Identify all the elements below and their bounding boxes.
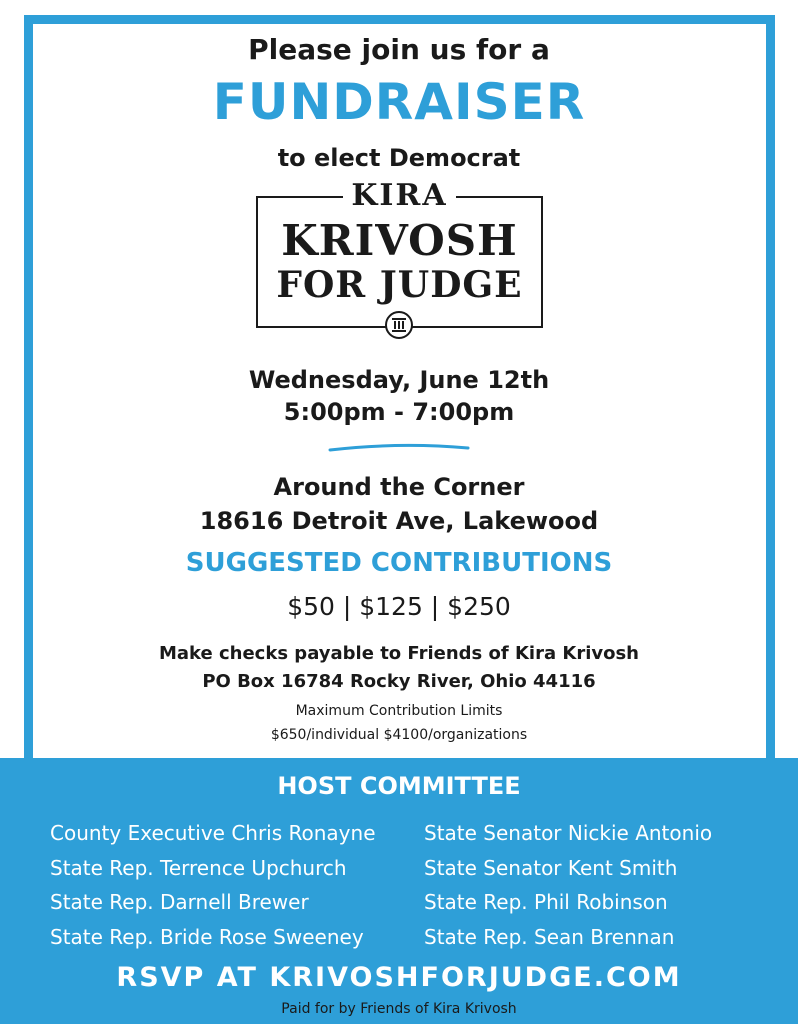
- paid-for-disclaimer: Paid for by Friends of Kira Krivosh: [281, 1001, 517, 1017]
- logo-first-name: KIRA: [343, 178, 455, 213]
- host-list-left: [50, 816, 376, 954]
- event-address: 18616 Detroit Ave, Lakewood: [199, 507, 599, 535]
- po-box-line: PO Box 16784 Rocky River, Ohio 44116: [202, 671, 596, 692]
- contribution-amounts: $50 | $125 | $250: [287, 592, 511, 621]
- host-member: State Rep. Darnell Brewer: [50, 890, 309, 914]
- logo-office: FOR JUDGE: [276, 264, 523, 306]
- limits-values: $650/individual $4100/organizations: [270, 727, 528, 743]
- logo-last-name: KRIVOSH: [281, 216, 518, 265]
- host-member: State Senator Nickie Antonio: [424, 821, 713, 845]
- host-member: State Rep. Sean Brennan: [424, 924, 675, 949]
- swoosh-divider: [328, 440, 470, 454]
- host-list-right: [424, 816, 712, 954]
- limits-heading: Maximum Contribution Limits: [295, 703, 503, 719]
- invite-line: Please join us for a: [248, 33, 550, 66]
- event-venue: Around the Corner: [273, 473, 525, 501]
- host-member: State Rep. Bride Rose Sweeney: [50, 924, 364, 949]
- event-type-heading: FUNDRAISER: [212, 73, 586, 131]
- rsvp-line: RSVP AT KRIVOSHFORJUDGE.COM: [116, 962, 682, 993]
- host-member: State Rep. Phil Robinson: [424, 890, 668, 914]
- event-date: Wednesday, June 12th: [248, 366, 550, 394]
- event-time: 5:00pm - 7:00pm: [283, 398, 515, 426]
- contributions-heading: SUGGESTED CONTRIBUTIONS: [185, 548, 613, 578]
- campaign-logo: [256, 178, 543, 328]
- elect-line: to elect Democrat: [277, 144, 521, 172]
- host-member: County Executive Chris Ronayne: [50, 821, 376, 845]
- host-committee-panel: [0, 758, 798, 1024]
- host-member: State Senator Kent Smith: [424, 855, 678, 880]
- courthouse-column-icon: [385, 311, 413, 339]
- host-committee-title: HOST COMMITTEE: [277, 772, 521, 800]
- checks-payable-line: Make checks payable to Friends of Kira Krivosh: [158, 643, 640, 664]
- host-member: State Rep. Terrence Upchurch: [50, 855, 347, 880]
